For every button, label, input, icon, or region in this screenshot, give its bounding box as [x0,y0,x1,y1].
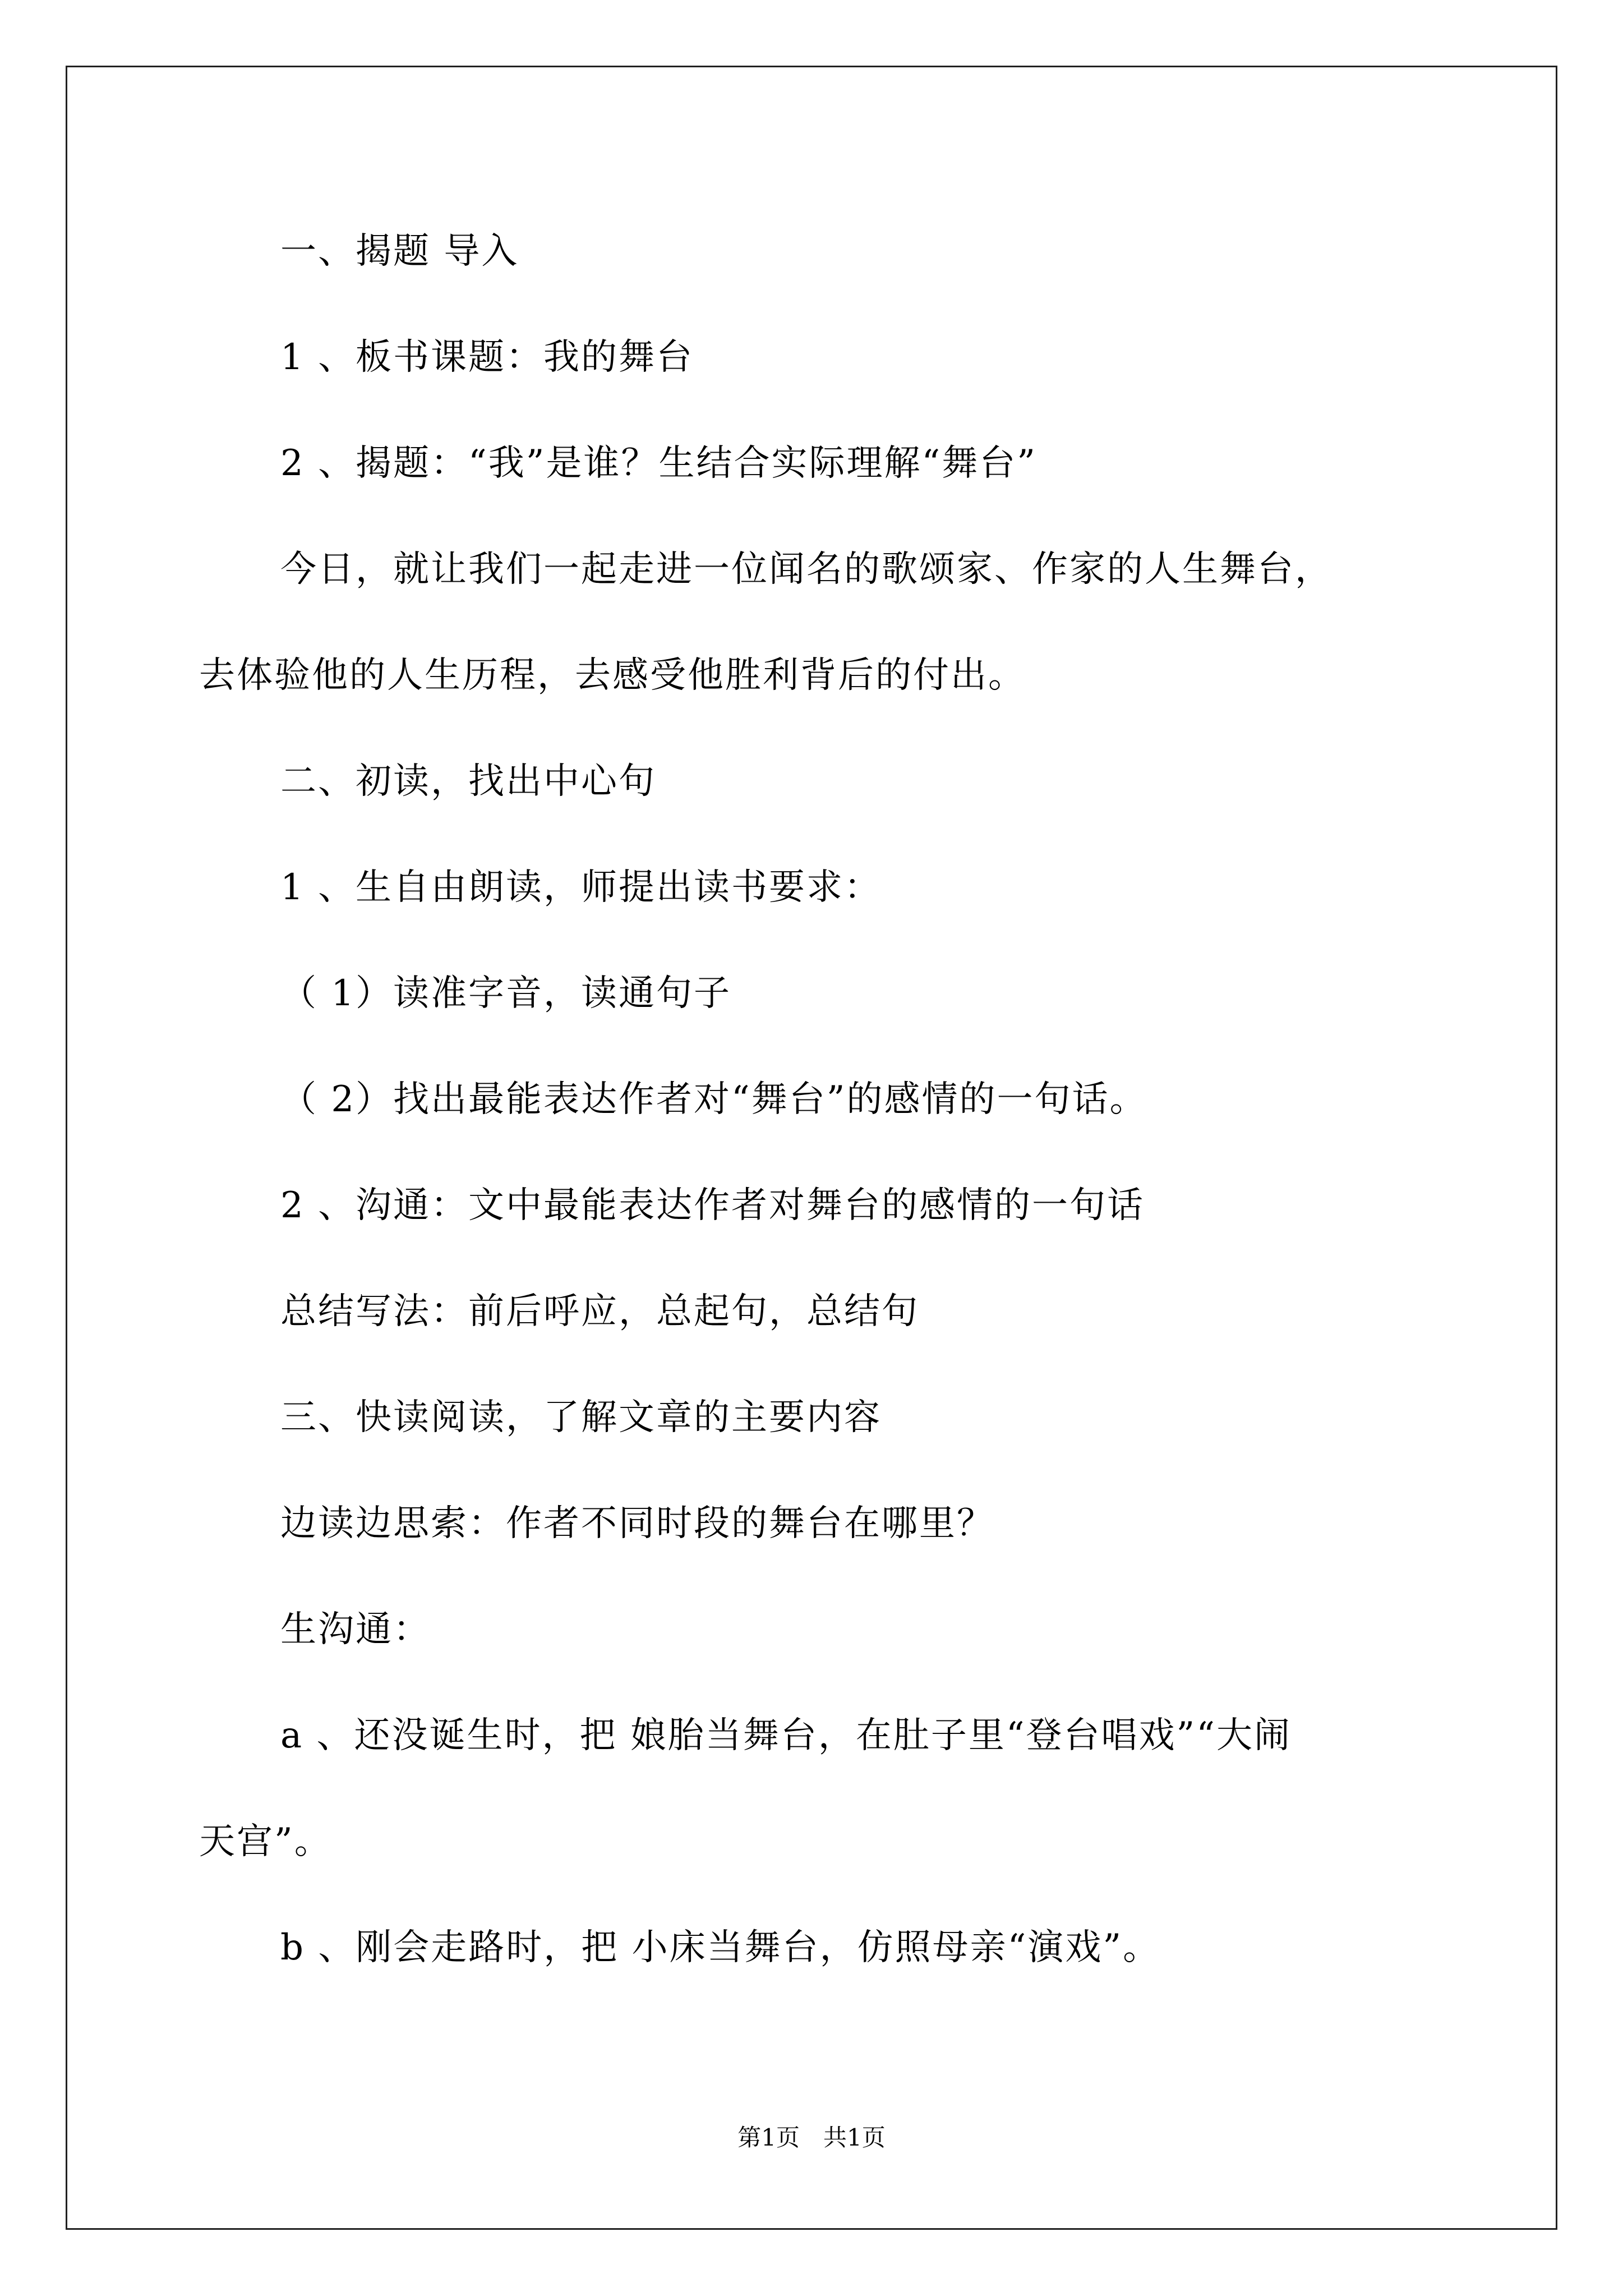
paragraph-line: （ 1）读准字音，读通句子 [280,973,732,1014]
paragraph-line: b 、刚会走路时，把 小床当舞台，仿照母亲“演戏”。 [280,1927,1161,1968]
paragraph-line: 今日，就让我们一起走进一位闻名的歌颂家、作家的人生舞台， [280,549,1332,590]
paragraph-line: 1 、生自由朗读，师提出读书要求： [280,867,882,908]
paragraph-line: 2 、揭题：“我”是谁？生结合实际理解“舞台” [280,443,1037,484]
page-number-footer: 第1页 共1页 [737,2124,886,2151]
paragraph-line: 总结写法：前后呼应，总起句，总结句 [280,1291,919,1332]
heading-section-2: 二、初读，找出中心句 [280,761,656,802]
heading-section-1: 一、揭题 导入 [280,231,519,272]
heading-section-3: 三、快读阅读，了解文章的主要内容 [280,1397,882,1438]
paragraph-line: 1 、板书课题：我的舞台 [280,337,694,378]
page-border [66,66,1557,2230]
paragraph-line: 边读边思索：作者不同时段的舞台在哪里？ [280,1503,994,1544]
paragraph-line: a 、还没诞生时，把 娘胎当舞台，在肚子里“登台唱戏”“大闹 [280,1715,1292,1756]
paragraph-line: 天宫”。 [199,1821,332,1862]
paragraph-line: 2 、沟通：文中最能表达作者对舞台的感情的一句话 [280,1185,1145,1226]
paragraph-line: 生沟通： [280,1609,431,1650]
paragraph-line: （ 2）找出最能表达作者对“舞台”的感情的一句话。 [280,1079,1147,1120]
paragraph-line: 去体验他的人生历程，去感受他胜利背后的付出。 [199,655,1026,696]
